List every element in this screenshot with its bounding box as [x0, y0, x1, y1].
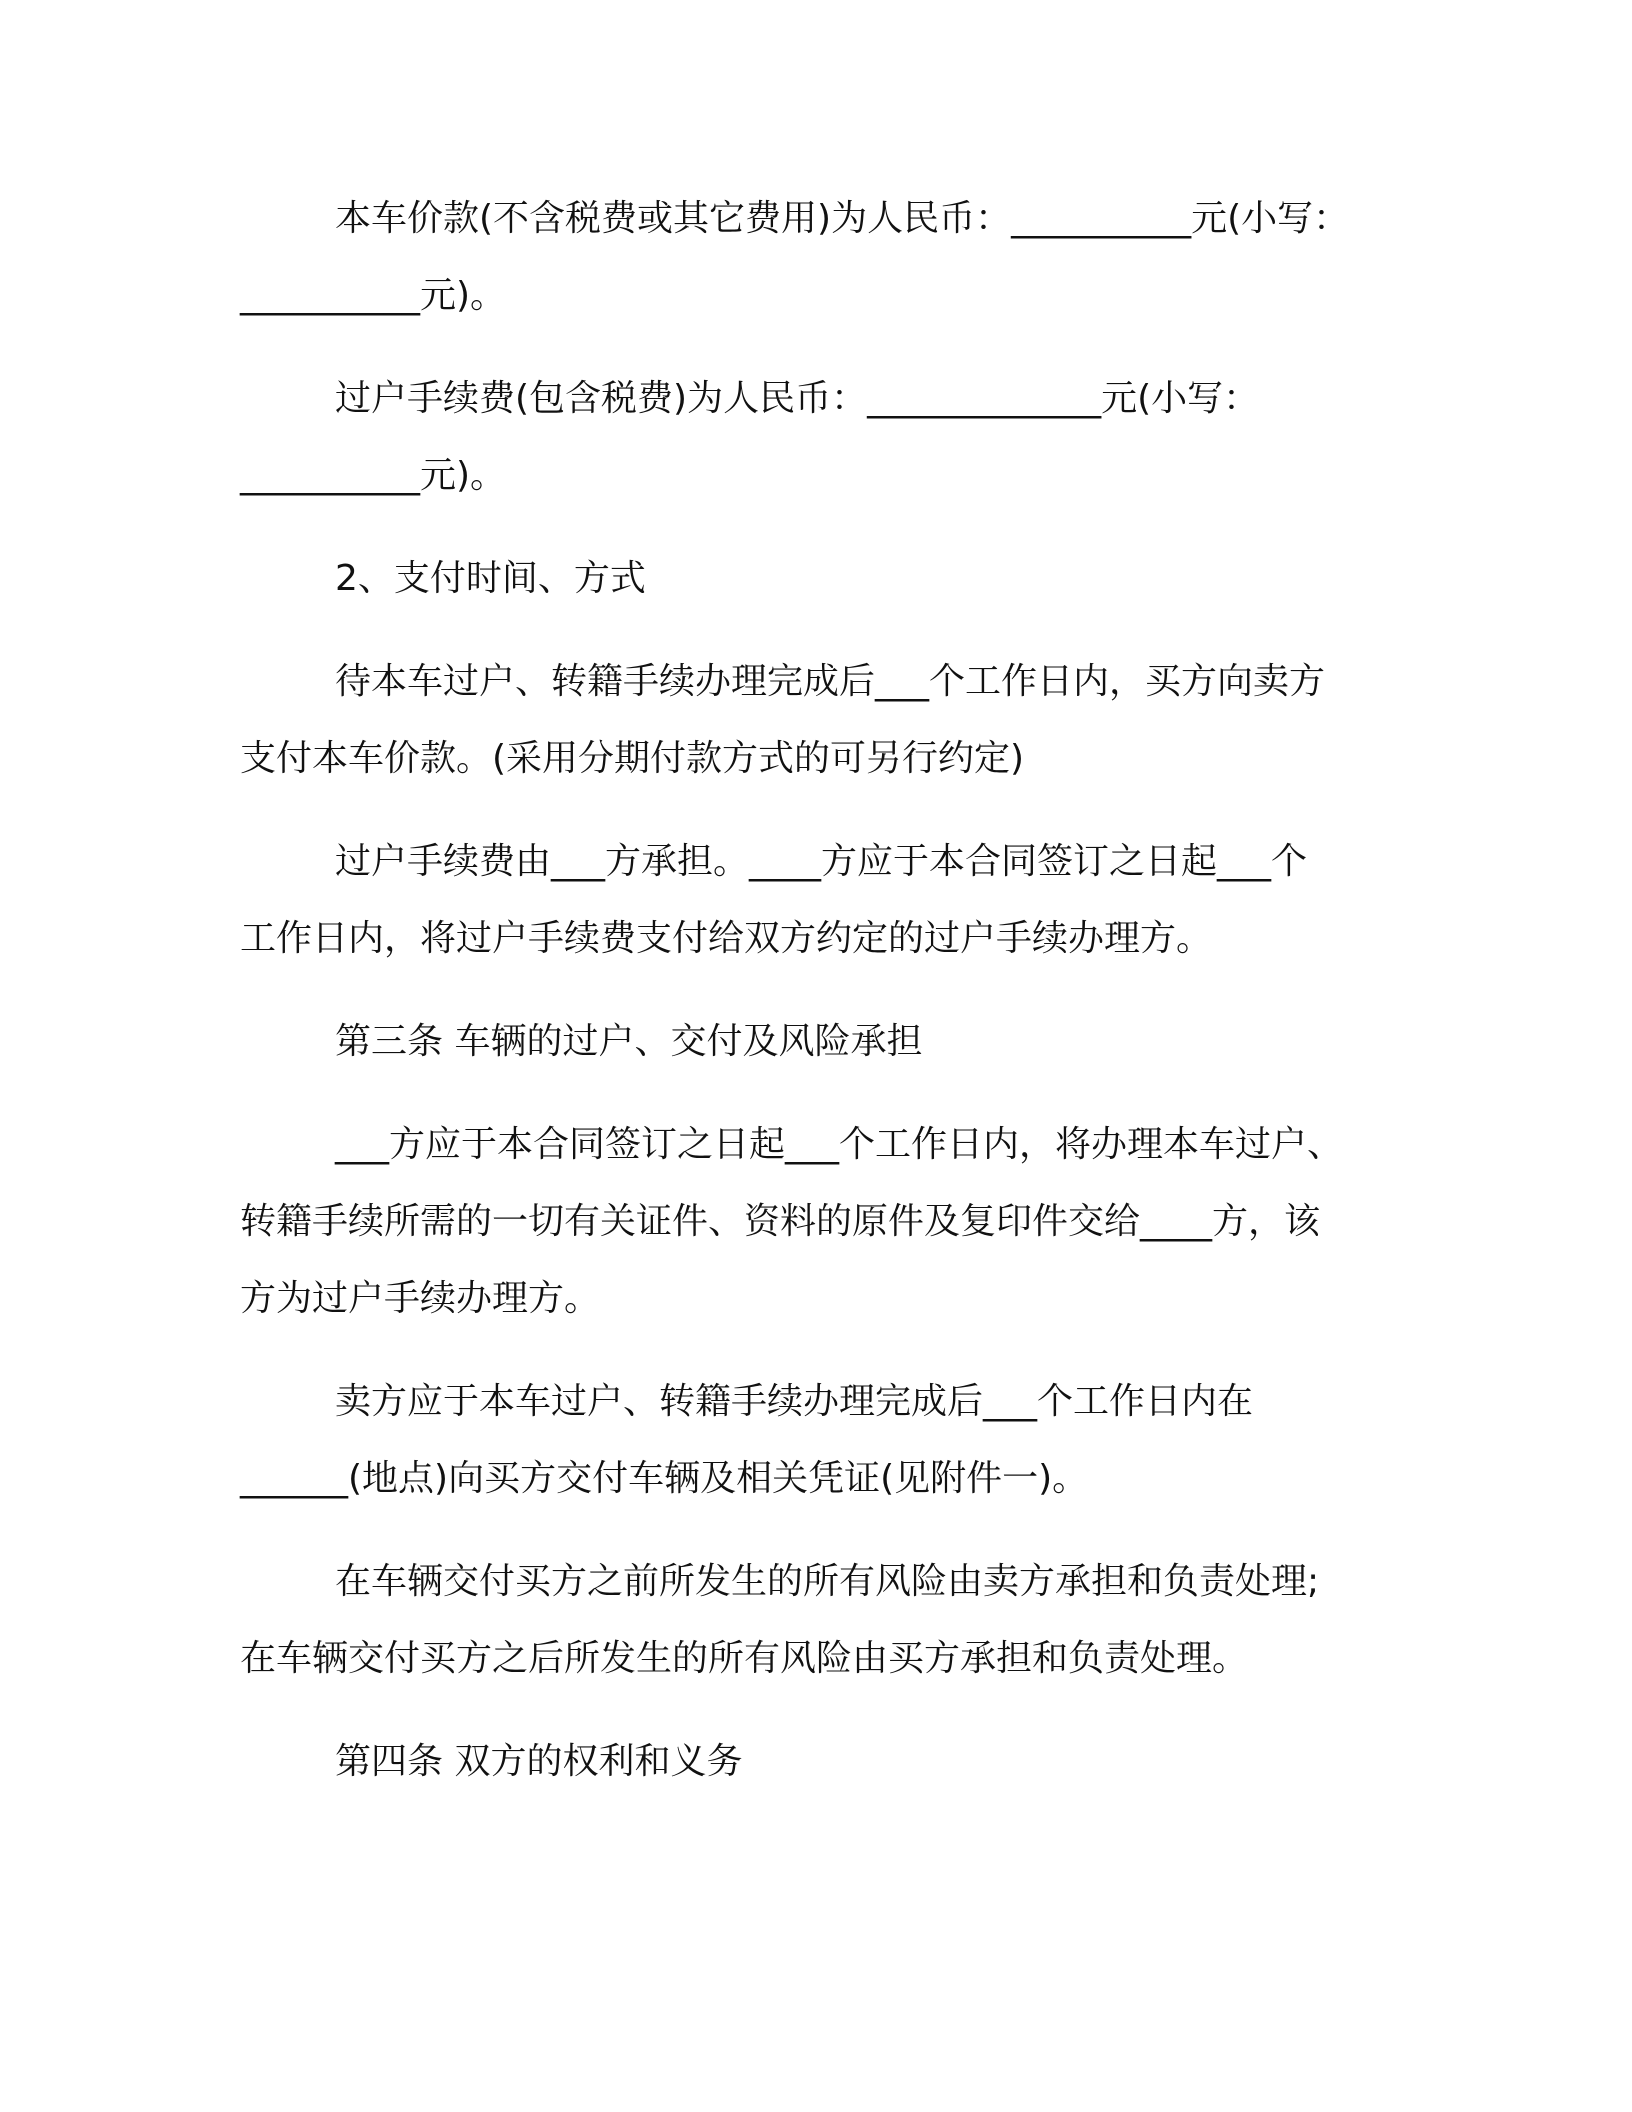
article-heading-3	[240, 1003, 1370, 1080]
paragraph-payment-terms	[240, 643, 1370, 797]
text-line: 过户手续费(包含税费)为人民币：_____________元(小写：	[335, 378, 1260, 419]
text-line: 第三条 车辆的过户、交付及风险承担	[335, 1021, 923, 1062]
text-line: 第四条 双方的权利和义务	[335, 1741, 743, 1782]
paragraph-transfer-fee	[240, 360, 1370, 514]
paragraph-vehicle-price	[240, 180, 1370, 334]
paragraph-fee-bearer	[240, 823, 1370, 977]
text-line: ______(地点)向买方交付车辆及相关凭证(见附件一)。	[240, 1458, 1089, 1499]
text-line: 在车辆交付买方之前所发生的所有风险由卖方承担和负责处理;	[335, 1561, 1320, 1602]
text-line: 过户手续费由___方承担。____方应于本合同签订之日起___个	[335, 841, 1308, 882]
text-line: 方为过户手续办理方。	[240, 1278, 601, 1319]
paragraph-risk-allocation	[240, 1543, 1370, 1697]
text-line: 卖方应于本车过户、转籍手续办理完成后___个工作日内在	[335, 1381, 1254, 1422]
text-line: 待本车过户、转籍手续办理完成后___个工作日内，买方向卖方	[335, 661, 1326, 702]
text-line: 转籍手续所需的一切有关证件、资料的原件及复印件交给____方，该	[240, 1201, 1321, 1242]
text-line: __________元)。	[240, 455, 507, 496]
text-line: ___方应于本合同签订之日起___个工作日内，将办理本车过户、	[335, 1124, 1344, 1165]
section-heading-payment	[240, 540, 1370, 617]
text-line: 支付本车价款。(采用分期付款方式的可另行约定)	[240, 738, 1025, 779]
article-heading-4	[240, 1723, 1370, 1800]
text-line: __________元)。	[240, 275, 507, 316]
paragraph-vehicle-delivery	[240, 1363, 1370, 1517]
text-line: 工作日内，将过户手续费支付给双方约定的过户手续办理方。	[240, 918, 1213, 959]
text-line: 2、支付时间、方式	[335, 558, 646, 599]
text-line: 在车辆交付买方之后所发生的所有风险由买方承担和负责处理。	[240, 1638, 1249, 1679]
paragraph-transfer-documents	[240, 1106, 1370, 1337]
text-line: 本车价款(不含税费或其它费用)为人民币：__________元(小写：	[335, 198, 1350, 239]
